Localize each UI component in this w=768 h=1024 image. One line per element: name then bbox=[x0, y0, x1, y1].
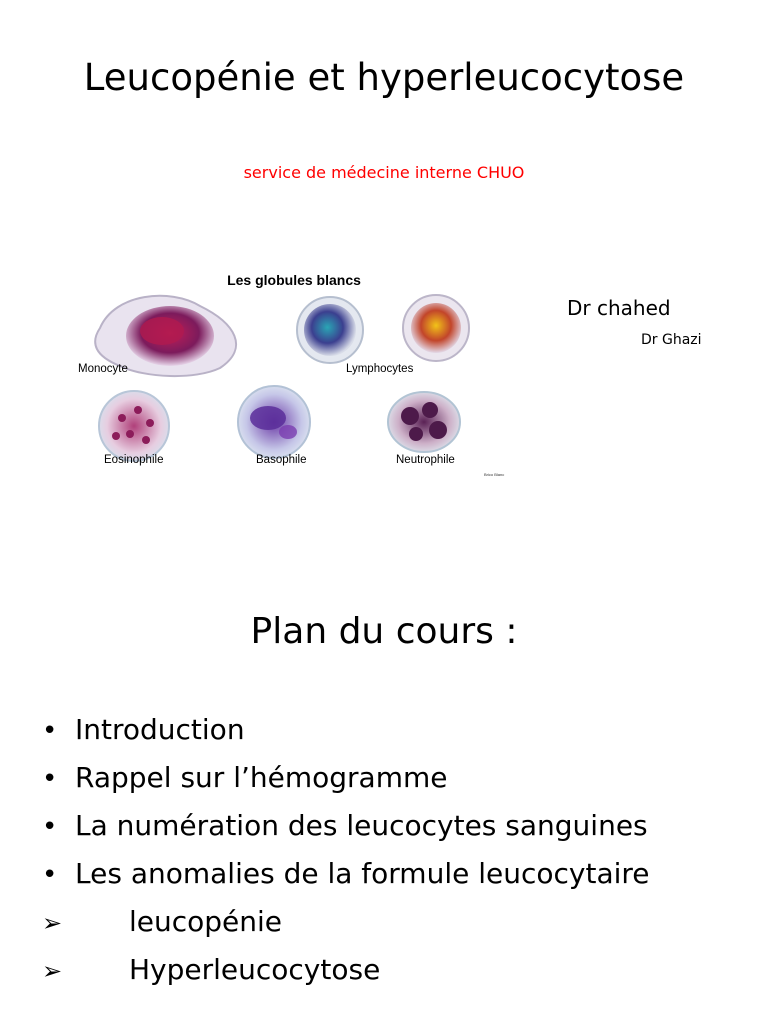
list-item-text: Rappel sur l’hémogramme bbox=[75, 761, 448, 794]
list-item-text: La numération des leucocytes sanguines bbox=[75, 809, 648, 842]
list-item bbox=[42, 802, 650, 850]
author-secondary: Dr Ghazi bbox=[641, 332, 702, 348]
list-subitem bbox=[42, 898, 650, 946]
arrow-bullet-icon: ➢ bbox=[42, 957, 63, 985]
figure-credit: Brico Blanc bbox=[484, 472, 505, 477]
arrow-bullet-icon: ➢ bbox=[42, 909, 63, 937]
author-primary: Dr chahed bbox=[567, 296, 671, 320]
list-item bbox=[42, 706, 650, 754]
bullet-icon: • bbox=[42, 812, 58, 842]
label-neutrophile: Neutrophile bbox=[396, 454, 455, 466]
list-item-text: Les anomalies de la formule leucocytaire bbox=[75, 857, 650, 890]
label-lymphocytes: Lymphocytes bbox=[346, 363, 414, 375]
list-item bbox=[42, 754, 650, 802]
plan-list bbox=[42, 706, 650, 994]
list-item-text: Introduction bbox=[75, 713, 245, 746]
label-monocyte: Monocyte bbox=[78, 363, 128, 375]
figure-title: Les globules blancs bbox=[227, 272, 361, 288]
white-blood-cells-figure bbox=[60, 268, 528, 480]
bullet-icon: • bbox=[42, 860, 58, 890]
slide-title: Leucopénie et hyperleucocytose bbox=[83, 56, 685, 99]
list-item bbox=[42, 850, 650, 898]
lymphocyte-cell bbox=[403, 295, 469, 361]
bullet-icon: • bbox=[42, 764, 58, 794]
neutrophile-cell bbox=[388, 392, 460, 452]
basophile-cell bbox=[238, 386, 310, 458]
slide-subtitle: service de médecine interne CHUO bbox=[243, 163, 525, 182]
label-eosinophile: Eosinophile bbox=[104, 454, 164, 466]
bullet-icon: • bbox=[42, 716, 58, 746]
list-subitem-text: leucopénie bbox=[129, 905, 283, 938]
label-basophile: Basophile bbox=[256, 454, 307, 466]
plan-title: Plan du cours : bbox=[250, 611, 518, 652]
cells-illustration bbox=[60, 268, 528, 480]
lymphocyte-cell bbox=[297, 297, 363, 363]
list-subitem-text: Hyperleucocytose bbox=[129, 953, 381, 986]
list-subitem bbox=[42, 946, 650, 994]
eosinophile-cell bbox=[99, 391, 169, 461]
